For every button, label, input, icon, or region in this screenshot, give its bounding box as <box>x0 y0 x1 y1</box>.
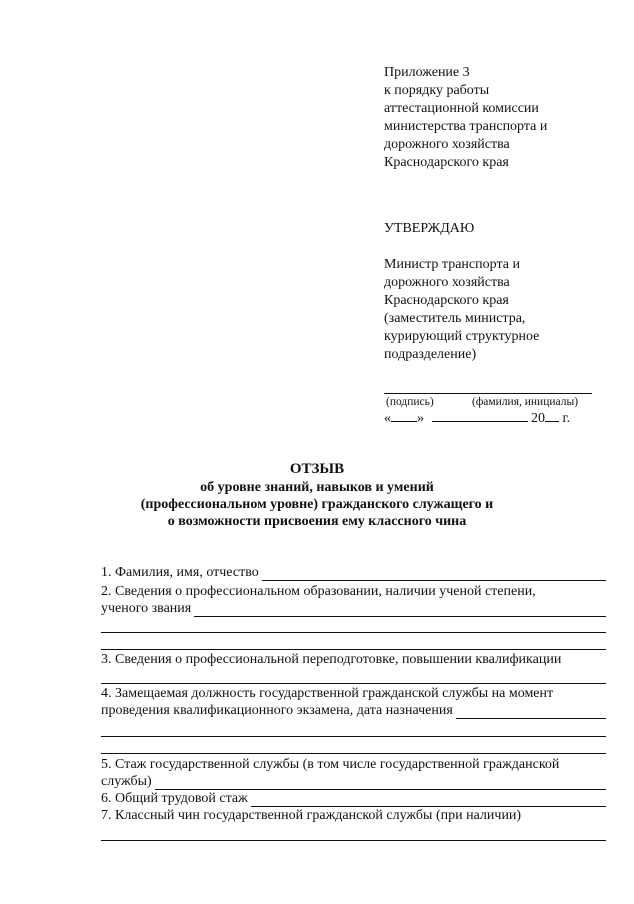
document-title: ОТЗЫВ <box>289 461 345 477</box>
retraining-blank-line[interactable] <box>101 683 606 684</box>
field-full-name <box>101 564 606 581</box>
month-blank[interactable] <box>432 410 528 422</box>
field-label: 6. Общий трудовой стаж <box>101 791 248 806</box>
field-label: 1. Фамилия, имя, отчество <box>101 565 259 580</box>
approver-block <box>384 256 624 364</box>
appendix-block <box>384 64 624 172</box>
service-length-blank[interactable] <box>155 776 606 790</box>
field-education-label: 2. Сведения о профессиональном образовании, наличии ученой степени, <box>101 584 536 599</box>
field-label: ученого звания <box>101 601 192 616</box>
field-education <box>101 600 606 617</box>
total-experience-blank[interactable] <box>251 793 606 807</box>
education-blank[interactable] <box>194 603 606 617</box>
name-caption: (фамилия, инициалы) <box>472 396 579 408</box>
document-subtitle: (профессиональном уровне) гражданского служащего и <box>140 497 494 512</box>
document-subtitle: об уровне знаний, навыков и умений <box>200 480 434 495</box>
document-subtitle: о возможности присвоения ему классного чина <box>167 514 467 529</box>
approve-title: УТВЕРЖДАЮ <box>384 221 475 236</box>
appendix-line: аттестационной комиссии <box>384 101 539 116</box>
field-position-label: 4. Замещаемая должность государственной гражданской службы на момент <box>101 686 554 701</box>
approval-date-row <box>384 410 570 427</box>
signature-caption: (подпись) <box>386 396 434 408</box>
date-close-quote: » <box>417 411 424 426</box>
appendix-line: Краснодарского края <box>384 155 509 170</box>
approver-line: дорожного хозяйства <box>384 275 510 290</box>
field-label: проведения квалификационного экзамена, дата назначения <box>101 703 453 718</box>
field-retraining-label: 3. Сведения о профессиональной переподготовке, повышении квалификации <box>101 652 562 667</box>
appendix-line: министерства транспорта и <box>384 119 548 134</box>
education-blank-line[interactable] <box>101 649 606 650</box>
field-service-length <box>101 773 606 790</box>
year-prefix: 20 <box>531 411 545 426</box>
class-rank-blank-line[interactable] <box>101 840 606 841</box>
approver-line: (заместитель министра, <box>384 311 526 326</box>
field-total-experience <box>101 790 606 807</box>
date-open-quote: « <box>384 411 391 426</box>
signature-line[interactable] <box>384 393 592 394</box>
day-blank[interactable] <box>391 410 417 422</box>
field-label: службы) <box>101 774 152 789</box>
appendix-line: Приложение 3 <box>384 65 470 80</box>
year-blank[interactable] <box>545 410 559 422</box>
position-blank[interactable] <box>456 705 606 719</box>
field-service-length-label: 5. Стаж государственной службы (в том числе государственной гражданской <box>101 757 560 772</box>
position-blank-line[interactable] <box>101 753 606 754</box>
field-class-rank-label: 7. Классный чин государственной гражданской службы (при наличии) <box>101 808 522 823</box>
approver-line: Министр транспорта и <box>384 257 520 272</box>
year-suffix: г. <box>562 411 571 426</box>
appendix-line: дорожного хозяйства <box>384 137 510 152</box>
education-blank-line[interactable] <box>101 632 606 633</box>
appendix-line: к порядку работы <box>384 83 490 98</box>
position-blank-line[interactable] <box>101 736 606 737</box>
approver-line: Краснодарского края <box>384 293 509 308</box>
full-name-blank[interactable] <box>262 567 606 581</box>
field-position <box>101 702 606 719</box>
approver-line: курирующий структурное <box>384 329 540 344</box>
approver-line: подразделение) <box>384 347 477 362</box>
